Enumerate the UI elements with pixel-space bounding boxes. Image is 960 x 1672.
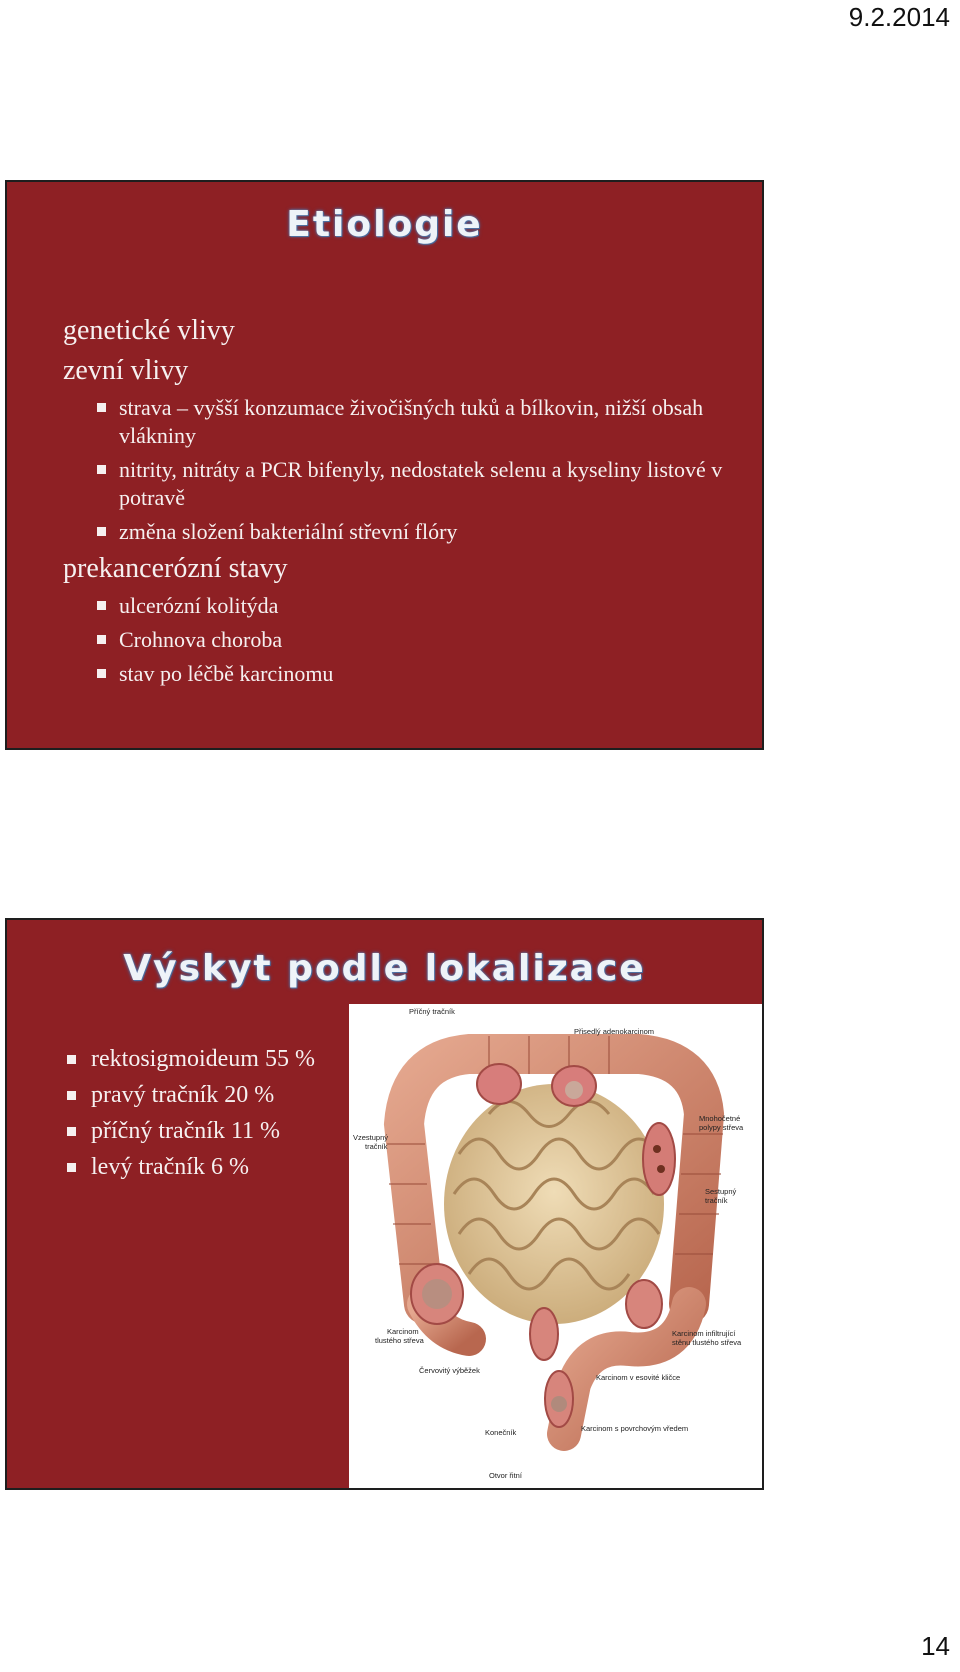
label-prisedly-adenokarcinom: Přisedlý adenokarcinom (574, 1027, 655, 1036)
label-vzestupny-1: Vzestupný (353, 1133, 389, 1142)
list-item: rektosigmoideum 55 % (91, 1044, 347, 1074)
label-karcinom-infiltrujici-1: Karcinom infiltrující (672, 1329, 736, 1338)
slide-title: Výskyt podle lokalizace (123, 948, 646, 989)
slide-content (63, 314, 742, 694)
label-pricny-tracnik: Příčný tračník (409, 1007, 455, 1016)
location-list (57, 1044, 347, 1182)
bullet-external: zevní vlivy (63, 355, 189, 386)
list-item: levý tračník 6 % (91, 1152, 347, 1182)
label-karcinom-esovite: Karcinom v esovité kličce (596, 1373, 681, 1382)
list-item: Crohnova choroba (119, 626, 742, 654)
list-item: nitrity, nitráty a PCR bifenyly, nedostatek selenu a kyseliny listové v potravě (119, 456, 742, 512)
label-karcinom-tlusteho-2: tlustého střeva (375, 1336, 424, 1345)
label-vzestupny-2: tračník (365, 1142, 388, 1151)
label-cervovity-vybezek: Červovitý výběžek (419, 1366, 480, 1375)
list-item: strava – vyšší konzumace živočišných tuků a bílkovin, nižší obsah vlákniny (119, 394, 742, 450)
label-mnohocetne-1: Mnohočetné (699, 1114, 741, 1123)
slide-lokalizace (5, 918, 764, 1490)
list-item: příčný tračník 11 % (91, 1116, 347, 1146)
list-item: ulcerózní kolitýda (119, 592, 742, 620)
list-item: změna složení bakteriální střevní flóry (119, 518, 742, 546)
precancerous-list (63, 592, 742, 688)
bullet-genetic: genetické vlivy (63, 315, 235, 346)
label-otvor-ritni: Otvor řitní (489, 1471, 522, 1480)
external-factors-list (63, 394, 742, 546)
slide-etiologie (5, 180, 764, 750)
list-item: stav po léčbě karcinomu (119, 660, 742, 688)
label-sestupny-1: Sestupný (705, 1187, 737, 1196)
page-date: 9.2.2014 (848, 2, 950, 32)
label-karcinom-tlusteho-1: Karcinom (387, 1327, 419, 1336)
slide-content (57, 1044, 347, 1188)
label-karcinom-infiltrujici-2: stěnu tlustého střeva (672, 1338, 742, 1347)
label-sestupny-2: tračník (705, 1196, 728, 1205)
colon-illustration (349, 1004, 762, 1488)
slide-title: Etiologie (286, 204, 483, 245)
colon-anatomy-image (349, 1004, 762, 1488)
page-number: 14 (921, 1631, 950, 1661)
list-item: pravý tračník 20 % (91, 1080, 347, 1110)
label-konecnik: Konečník (485, 1428, 517, 1437)
label-mnohocetne-2: polypy střeva (699, 1123, 744, 1132)
label-karcinom-povrchovy: Karcinom s povrchovým vředem (581, 1424, 689, 1433)
bullet-precancerous: prekancerózní stavy (63, 553, 288, 584)
